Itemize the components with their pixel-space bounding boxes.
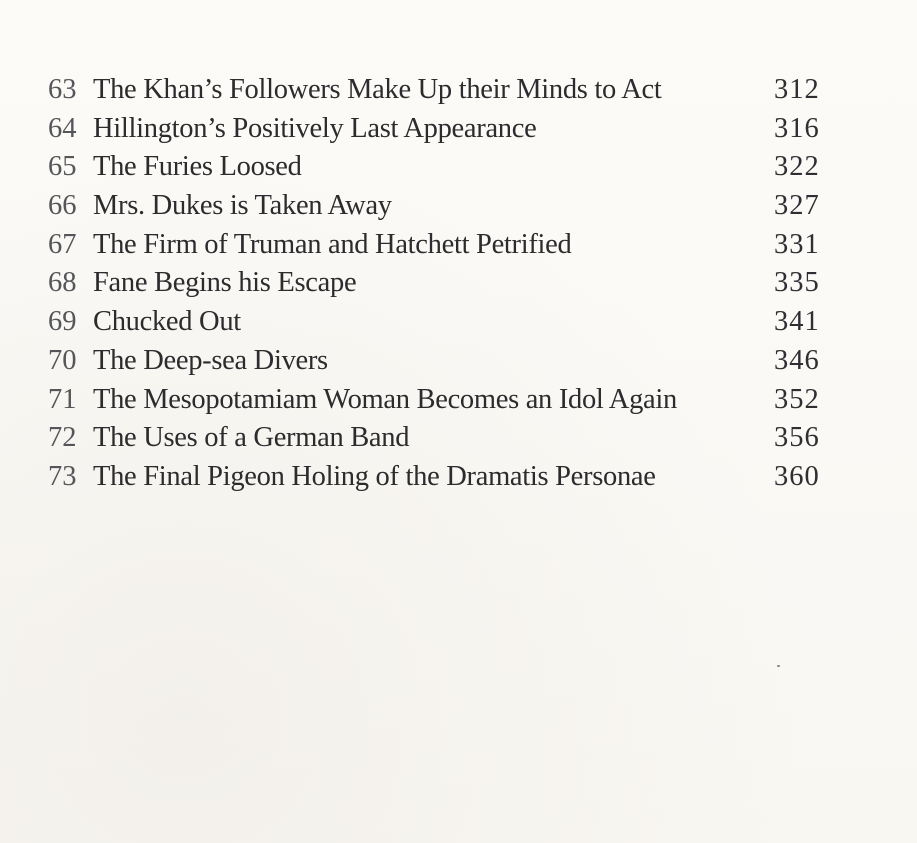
page-number: 327 (774, 190, 820, 222)
page-number: 360 (774, 460, 820, 492)
page-number: 312 (774, 74, 820, 105)
chapter-title: Mrs. Dukes is Taken Away (93, 190, 392, 222)
page-number: 322 (774, 151, 820, 183)
chapter-title: The Final Pigeon Holing of the Dramatis Personae (93, 460, 656, 492)
table-of-contents (48, 71, 838, 497)
chapter-number: 72 (48, 422, 77, 454)
chapter-title: The Firm of Truman and Hatchett Petrified (93, 228, 572, 260)
chapter-title: The Mesopotamiam Woman Becomes an Idol Again (93, 383, 677, 415)
toc-entry-65 (48, 148, 838, 187)
chapter-title: Fane Begins his Escape (93, 267, 357, 299)
chapter-title: Chucked Out (93, 306, 241, 338)
chapter-number: 65 (48, 151, 77, 183)
chapter-number: 64 (48, 112, 77, 144)
toc-entry-64 (48, 110, 838, 149)
chapter-number: 70 (48, 344, 77, 376)
page-number: 335 (774, 267, 820, 299)
page-number: 352 (774, 383, 820, 415)
page-number: 316 (774, 112, 820, 144)
chapter-number: 68 (48, 267, 77, 299)
toc-entry-70 (48, 342, 838, 381)
toc-entry-71 (48, 381, 838, 420)
chapter-number: 71 (48, 383, 77, 415)
chapter-number: 69 (48, 306, 77, 338)
paper-speck (777, 665, 780, 667)
toc-entry-73 (48, 458, 838, 497)
chapter-title: The Uses of a German Band (93, 422, 410, 454)
page-number: 356 (774, 422, 820, 454)
chapter-number: 63 (48, 74, 77, 105)
page-number: 341 (774, 306, 820, 338)
toc-entry-72 (48, 419, 838, 458)
page-number: 346 (774, 344, 820, 376)
chapter-number: 67 (48, 228, 77, 260)
page-number: 331 (774, 228, 820, 260)
toc-entry-68 (48, 264, 838, 303)
toc-entry-67 (48, 226, 838, 265)
chapter-title: The Deep-sea Divers (93, 344, 328, 376)
chapter-title: The Furies Loosed (93, 151, 302, 183)
toc-entry-66 (48, 187, 838, 226)
toc-entry-69 (48, 303, 838, 342)
chapter-title: The Khan’s Followers Make Up their Minds to Act (93, 74, 662, 105)
chapter-number: 66 (48, 190, 77, 222)
chapter-title: Hillington’s Positively Last Appearance (93, 112, 537, 144)
chapter-number: 73 (48, 460, 77, 492)
toc-entry-63 (48, 71, 838, 110)
